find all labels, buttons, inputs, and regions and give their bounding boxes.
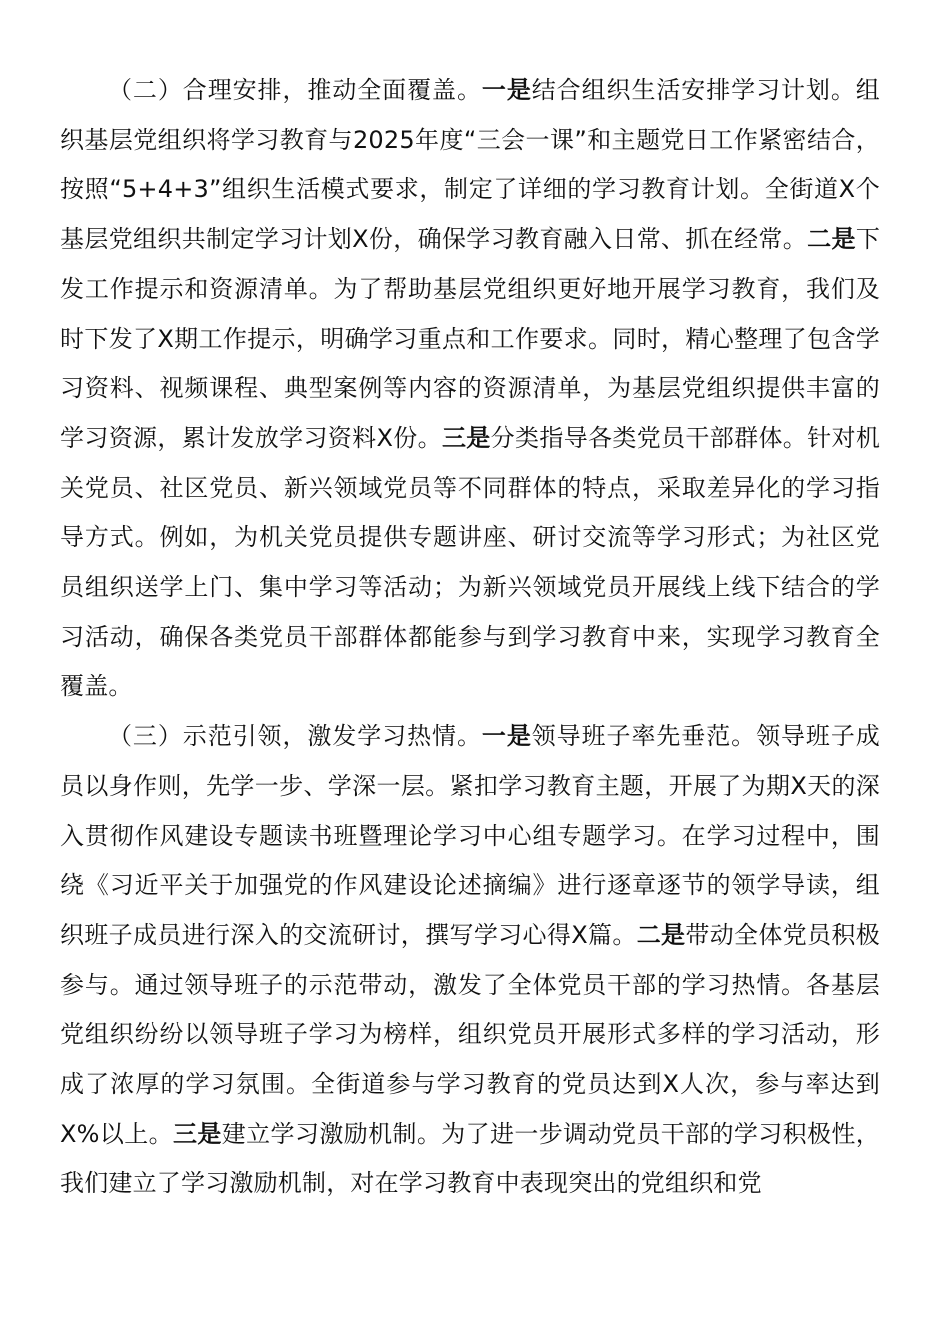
point-text: 下发工作提示和资源清单。为了帮助基层党组织更好地开展学习教育，我们及时下发了X期工作提示，明确学习重点和工作要求。同时，精心整理了包含学习资料、视频课程、典型案例等内容的资源清单，为基层党组织提供丰富的学习资源，累计发放学习资料X份。: [60, 225, 881, 452]
point-label-first: 一是: [481, 722, 532, 751]
document-page: [60, 66, 880, 1209]
point-label-third: 三是: [173, 1119, 222, 1148]
point-text: 领导班子率先垂范。领导班子成员以身作则，先学一步、学深一层。紧扣学习教育主题，开展了为期X天的深入贯彻作风建设专题读书班暨理论学习中心组专题学习。在学习过程中，围绕《习近平关于加强党的作风建设论述摘编》进行逐章逐节的领学导读，组织班子成员进行深入的交流研讨，撰写学习心得X篇。: [60, 722, 880, 949]
paragraph-demonstration: [60, 712, 880, 1209]
point-text: 带动全体党员积极参与。通过领导班子的示范带动，激发了全体党员干部的学习热情。各基层党组织纷纷以领导班子学习为榜样，组织党员开展形式多样的学习活动，形成了浓厚的学习氛围。全街道参与学习教育的党员达到X人次，参与率达到X%以上。: [60, 920, 880, 1148]
point-text: 建立学习激励机制。为了进一步调动党员干部的学习积极性，我们建立了学习激励机制，对在学习教育中表现突出的党组织和党: [60, 1119, 881, 1198]
point-text: 分类指导各类党员干部群体。针对机关党员、社区党员、新兴领域党员等不同群体的特点，采取差异化的学习指导方式。例如，为机关党员提供专题讲座、研讨交流等学习形式；为社区党员组织送学上门、集中学习等活动；为新兴领域党员开展线上线下结合的学习活动，确保各类党员干部群体都能参与到学习教育中来，实现学习教育全覆盖。: [60, 423, 881, 701]
point-label-second: 二是: [636, 920, 686, 949]
section-heading-demonstration: （三）示范引领，激发学习热情。: [108, 722, 482, 751]
section-heading-coverage: （二）合理安排，推动全面覆盖。: [108, 76, 482, 104]
point-label-third: 三是: [441, 423, 491, 452]
point-label-first: 一是: [481, 76, 532, 104]
point-label-second: 二是: [807, 225, 856, 254]
paragraph-coverage: [60, 66, 880, 712]
point-text: 结合组织生活安排学习计划。组织基层党组织将学习教育与2025年度“三会一课”和主题党日工作紧密结合，按照“5+4+3”组织生活模式要求，制定了详细的学习教育计划。全街道X个基层党组织共制定学习计划X份，确保学习教育融入日常、抓在经常。: [60, 76, 880, 254]
